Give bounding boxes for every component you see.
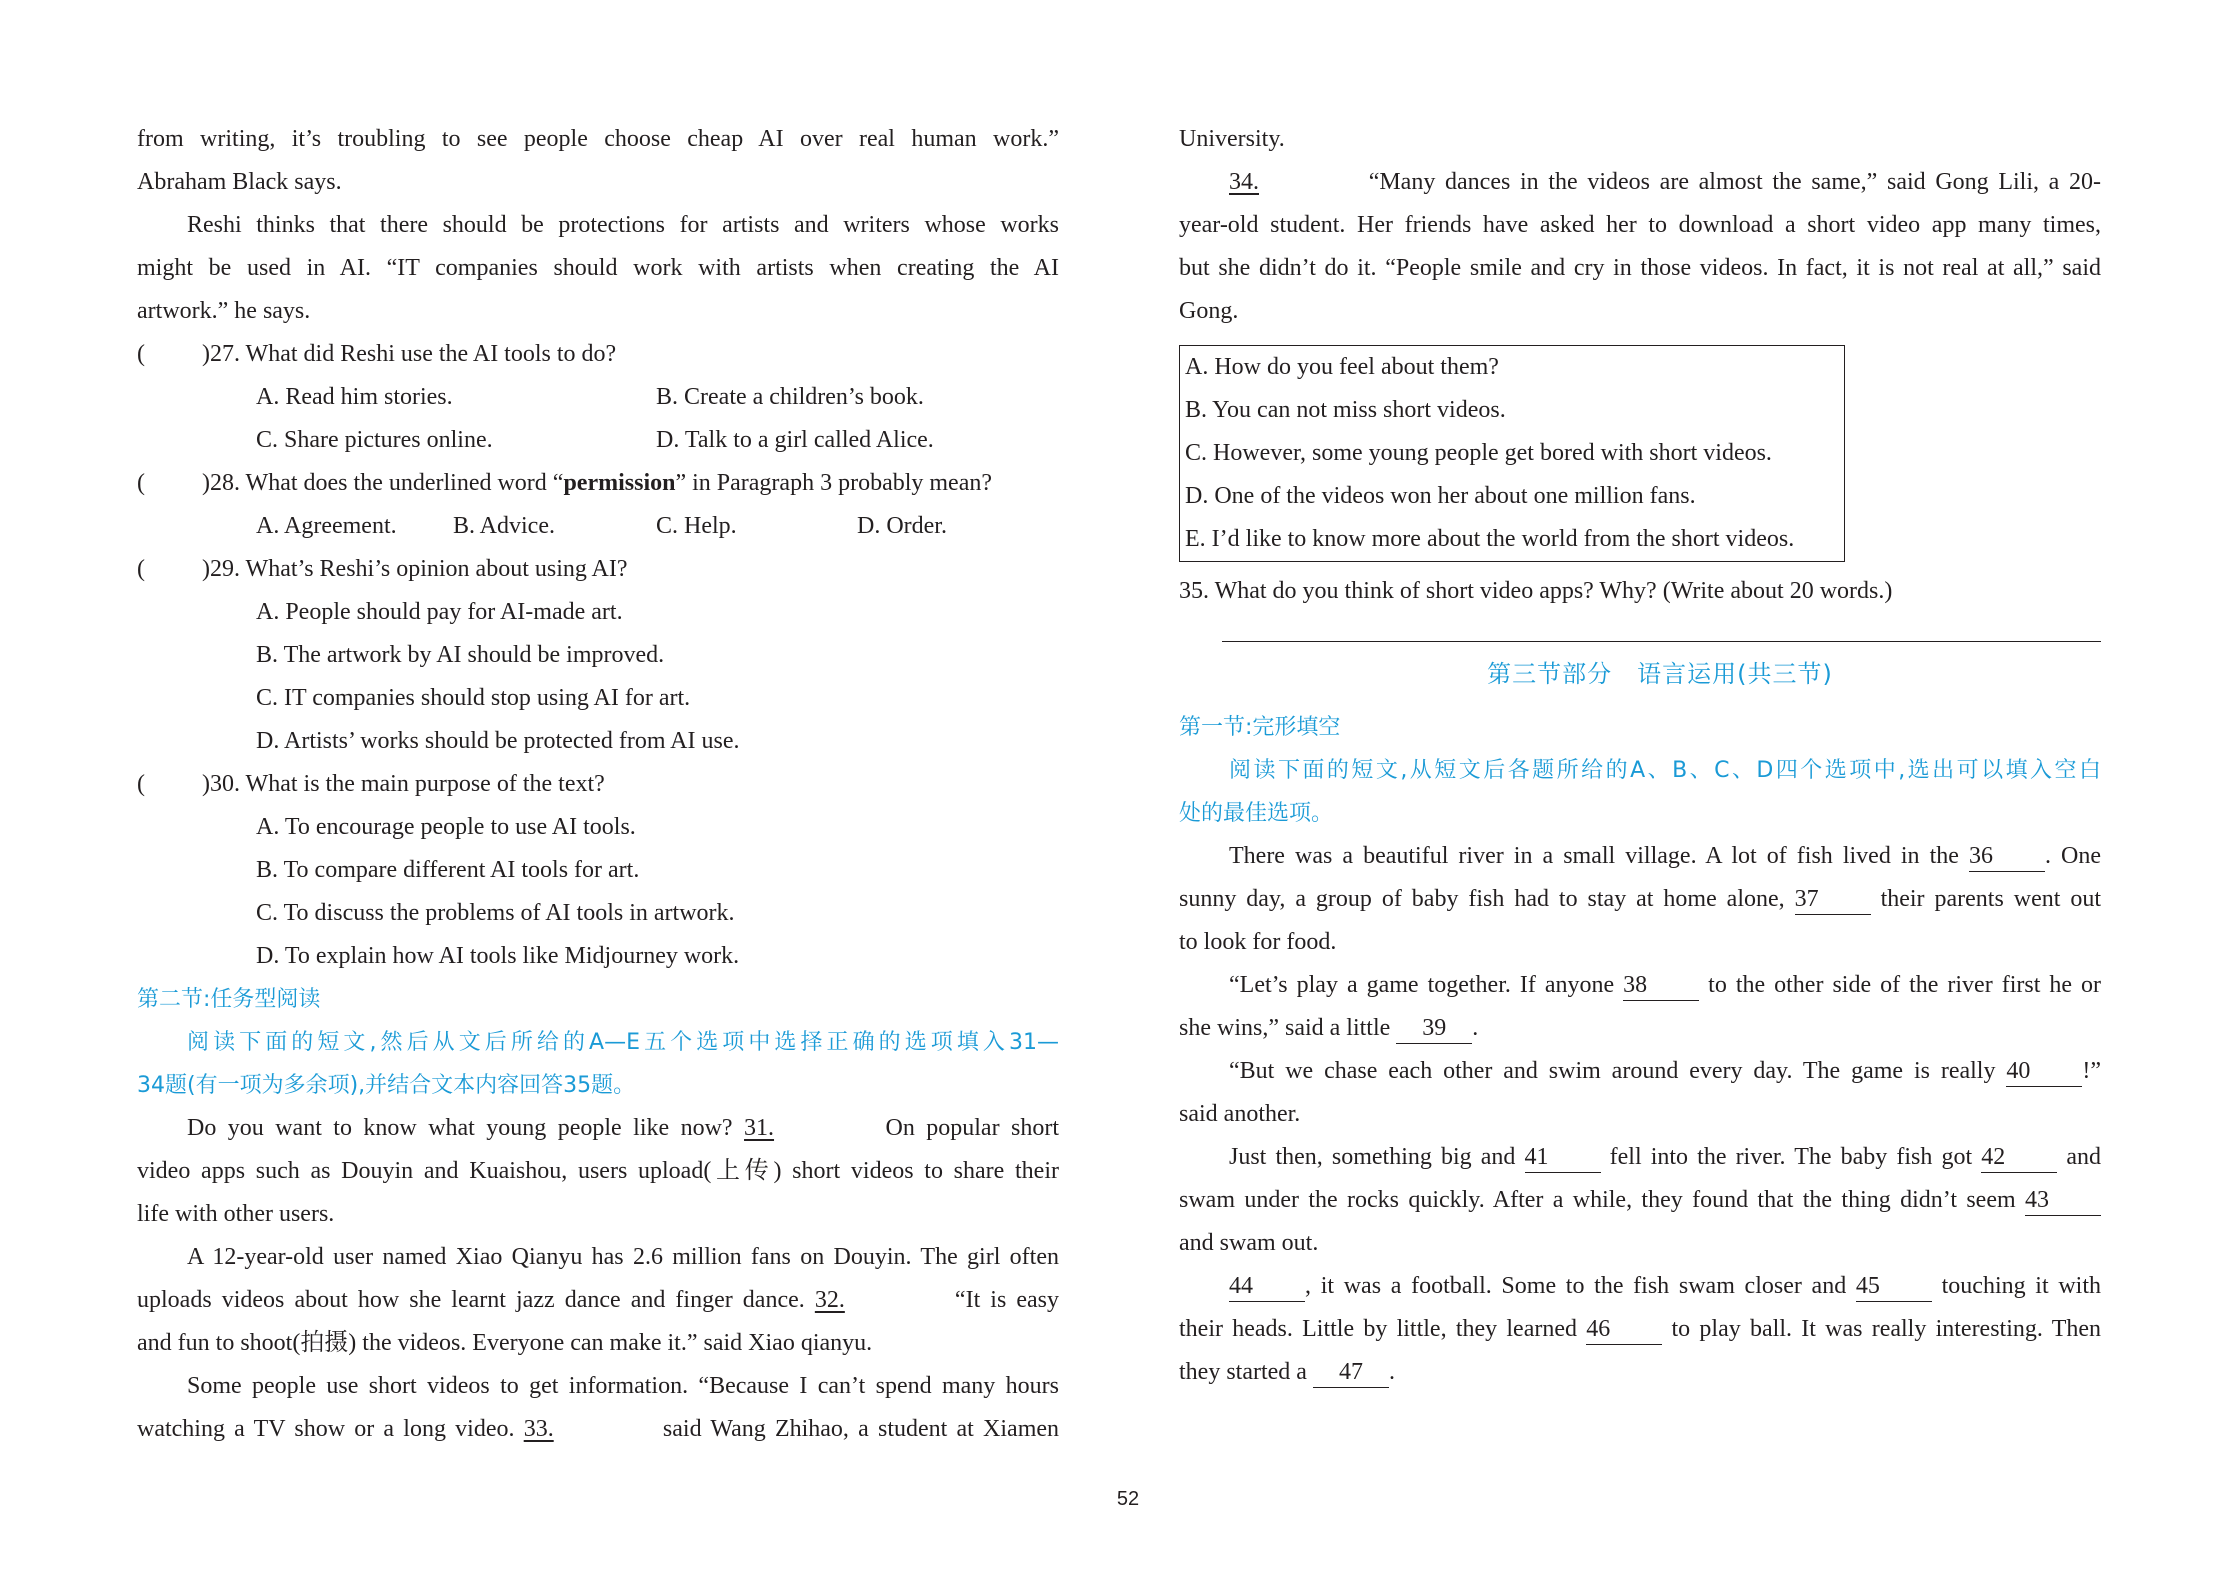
answer-paren: (	[137, 556, 145, 582]
text-line: and swam out.	[1179, 1230, 1319, 1256]
question-27-options	[137, 419, 1059, 462]
option-d: D. To explain how AI tools like Midjourney work.	[256, 943, 740, 969]
text-line: artwork.” he says.	[137, 298, 311, 324]
box-option-e: E. I’d like to know more about the world from the short videos.	[1185, 526, 1795, 552]
text-line: she wins,” said a little 39 .	[1179, 1007, 2101, 1050]
option-c: C. To discuss the problems of AI tools in artwork.	[256, 900, 735, 926]
text-line: Do you want to know what young people like now? 31. On popular short	[137, 1107, 1059, 1150]
text-line: “But we chase each other and swim around every day. The game is really 40 !”	[1179, 1050, 2101, 1093]
text-line: video apps such as Douyin and Kuaishou, users upload(上传) short videos to share their	[137, 1158, 1059, 1184]
text-line: Some people use short videos to get information. “Because I can’t spend many hours	[187, 1373, 1059, 1399]
box-option-d: D. One of the videos won her about one million fans.	[1185, 483, 1696, 509]
text-line: uploads videos about how she learnt jazz dance and finger dance. 32. “It is easy	[137, 1279, 1059, 1322]
option-d: D. Order.	[857, 513, 947, 539]
blank-45[interactable]: 45	[1856, 1271, 1932, 1302]
options-box	[1179, 345, 1845, 562]
answer-paren: (	[137, 470, 145, 496]
option-b: B. The artwork by AI should be improved.	[256, 642, 665, 668]
blank-33[interactable]: 33.	[523, 1416, 554, 1442]
question-27-options	[137, 376, 1059, 419]
option-b: B. To compare different AI tools for art.	[256, 857, 640, 883]
option-b: B. Advice.	[453, 513, 555, 539]
text-line: but she didn’t do it. “People smile and cry in those videos. In fact, it is not real at all,” said	[1179, 255, 2101, 281]
section-1-instructions: 处的最佳选项。	[1179, 801, 1334, 826]
text-line: life with other users.	[137, 1201, 335, 1227]
page-number: 52	[1116, 1488, 1140, 1510]
option-a: A. Agreement.	[256, 513, 397, 539]
text-line: A 12-year-old user named Xiao Qianyu has 2.6 million fans on Douyin. The girl often	[187, 1244, 1059, 1270]
question-27-stem: ( )27. What did Reshi use the AI tools to do?	[137, 333, 1059, 376]
text-line: their heads. Little by little, they learned 46 to play ball. It was really interesting. Then	[1179, 1308, 2101, 1351]
text-line: 34. “Many dances in the videos are almost the same,” said Gong Lili, a 20-	[1179, 161, 2101, 204]
text-line: said another.	[1179, 1101, 1301, 1127]
part-title: 第三节部分 语言运用(共三节)	[1487, 660, 1833, 688]
option-d: D. Artists’ works should be protected from AI use.	[256, 728, 740, 754]
blank-31[interactable]: 31.	[744, 1115, 775, 1141]
answer-paren: (	[137, 771, 145, 797]
text-line: There was a beautiful river in a small village. A lot of fish lived in the 36 . One	[1179, 835, 2101, 878]
blank-44[interactable]: 44	[1229, 1271, 1305, 1302]
section-2-heading: 第二节:任务型阅读	[137, 987, 321, 1012]
text-line: University.	[1179, 126, 1285, 152]
section-2-instructions: 阅读下面的短文,然后从文后所给的A—E五个选项中选择正确的选项填入31—	[187, 1030, 1059, 1055]
text-line: and fun to shoot(拍摄) the videos. Everyone can make it.” said Xiao qianyu.	[137, 1330, 873, 1356]
question-28-stem: ( )28. What does the underlined word “permission” in Paragraph 3 probably mean?	[137, 462, 1059, 505]
text-line: year-old student. Her friends have asked her to download a short video app many times,	[1179, 212, 2101, 238]
blank-40[interactable]: 40	[2006, 1056, 2082, 1087]
text-line: to look for food.	[1179, 929, 1337, 955]
box-option-b: B. You can not miss short videos.	[1185, 397, 1506, 423]
box-option-a: A. How do you feel about them?	[1185, 354, 1499, 380]
blank-46[interactable]: 46	[1586, 1314, 1662, 1345]
question-29-stem: ( )29. What’s Reshi’s opinion about using AI?	[137, 548, 1059, 591]
blank-39[interactable]: 39	[1396, 1013, 1472, 1044]
text-line: might be used in AI. “IT companies should work with artists when creating the AI	[137, 255, 1059, 281]
option-c: C. Help.	[656, 513, 737, 539]
option-a: A. To encourage people to use AI tools.	[256, 814, 636, 840]
option-a: A. Read him stories.	[256, 384, 453, 410]
blank-36[interactable]: 36	[1969, 841, 2045, 872]
option-c: C. Share pictures online.	[256, 427, 493, 453]
blank-42[interactable]: 42	[1981, 1142, 2057, 1173]
text-line: Gong.	[1179, 298, 1239, 324]
blank-38[interactable]: 38	[1623, 970, 1699, 1001]
bold-word: permission	[563, 470, 676, 496]
option-d: D. Talk to a girl called Alice.	[656, 427, 934, 453]
option-a: A. People should pay for AI-made art.	[256, 599, 623, 625]
text-line: swam under the rocks quickly. After a while, they found that the thing didn’t seem 43	[1179, 1179, 2101, 1222]
blank-37[interactable]: 37	[1795, 884, 1871, 915]
text-line: watching a TV show or a long video. 33. said Wang Zhihao, a student at Xiamen	[137, 1408, 1059, 1451]
question-28-options	[137, 505, 1059, 548]
blank-32[interactable]: 32.	[814, 1287, 845, 1313]
text-line: Abraham Black says.	[137, 169, 342, 195]
blank-41[interactable]: 41	[1525, 1142, 1601, 1173]
question-35: 35. What do you think of short video apps? Why? (Write about 20 words.)	[1179, 578, 1893, 604]
text-line: 44 , it was a football. Some to the fish swam closer and 45 touching it with	[1179, 1265, 2101, 1308]
text-line: from writing, it’s troubling to see people choose cheap AI over real human work.”	[137, 126, 1059, 152]
blank-34[interactable]: 34.	[1229, 169, 1259, 195]
answer-paren: (	[137, 341, 145, 367]
section-1-heading: 第一节:完形填空	[1179, 715, 1341, 740]
text-line: “Let’s play a game together. If anyone 38 to the other side of the river first he or	[1179, 964, 2101, 1007]
section-2-instructions: 34题(有一项为多余项),并结合文本内容回答35题。	[137, 1073, 636, 1098]
option-c: C. IT companies should stop using AI for art.	[256, 685, 691, 711]
text-line: Just then, something big and 41 fell into the river. The baby fish got 42 and	[1179, 1136, 2101, 1179]
option-b: B. Create a children’s book.	[656, 384, 924, 410]
text-line: Reshi thinks that there should be protections for artists and writers whose works	[187, 212, 1059, 238]
left-column	[137, 118, 1059, 1451]
right-column	[1179, 118, 2101, 1394]
blank-47[interactable]: 47	[1313, 1357, 1389, 1388]
blank-43[interactable]: 43	[2025, 1185, 2101, 1216]
section-1-instructions: 阅读下面的短文,从短文后各题所给的A、B、C、D四个选项中,选出可以填入空白	[1229, 758, 2101, 783]
text-line: they started a 47 .	[1179, 1351, 2101, 1394]
box-option-c: C. However, some young people get bored with short videos.	[1185, 440, 1772, 466]
text-line: sunny day, a group of baby fish had to stay at home alone, 37 their parents went out	[1179, 878, 2101, 921]
answer-line[interactable]	[1222, 613, 2101, 642]
question-30-stem: ( )30. What is the main purpose of the text?	[137, 763, 1059, 806]
